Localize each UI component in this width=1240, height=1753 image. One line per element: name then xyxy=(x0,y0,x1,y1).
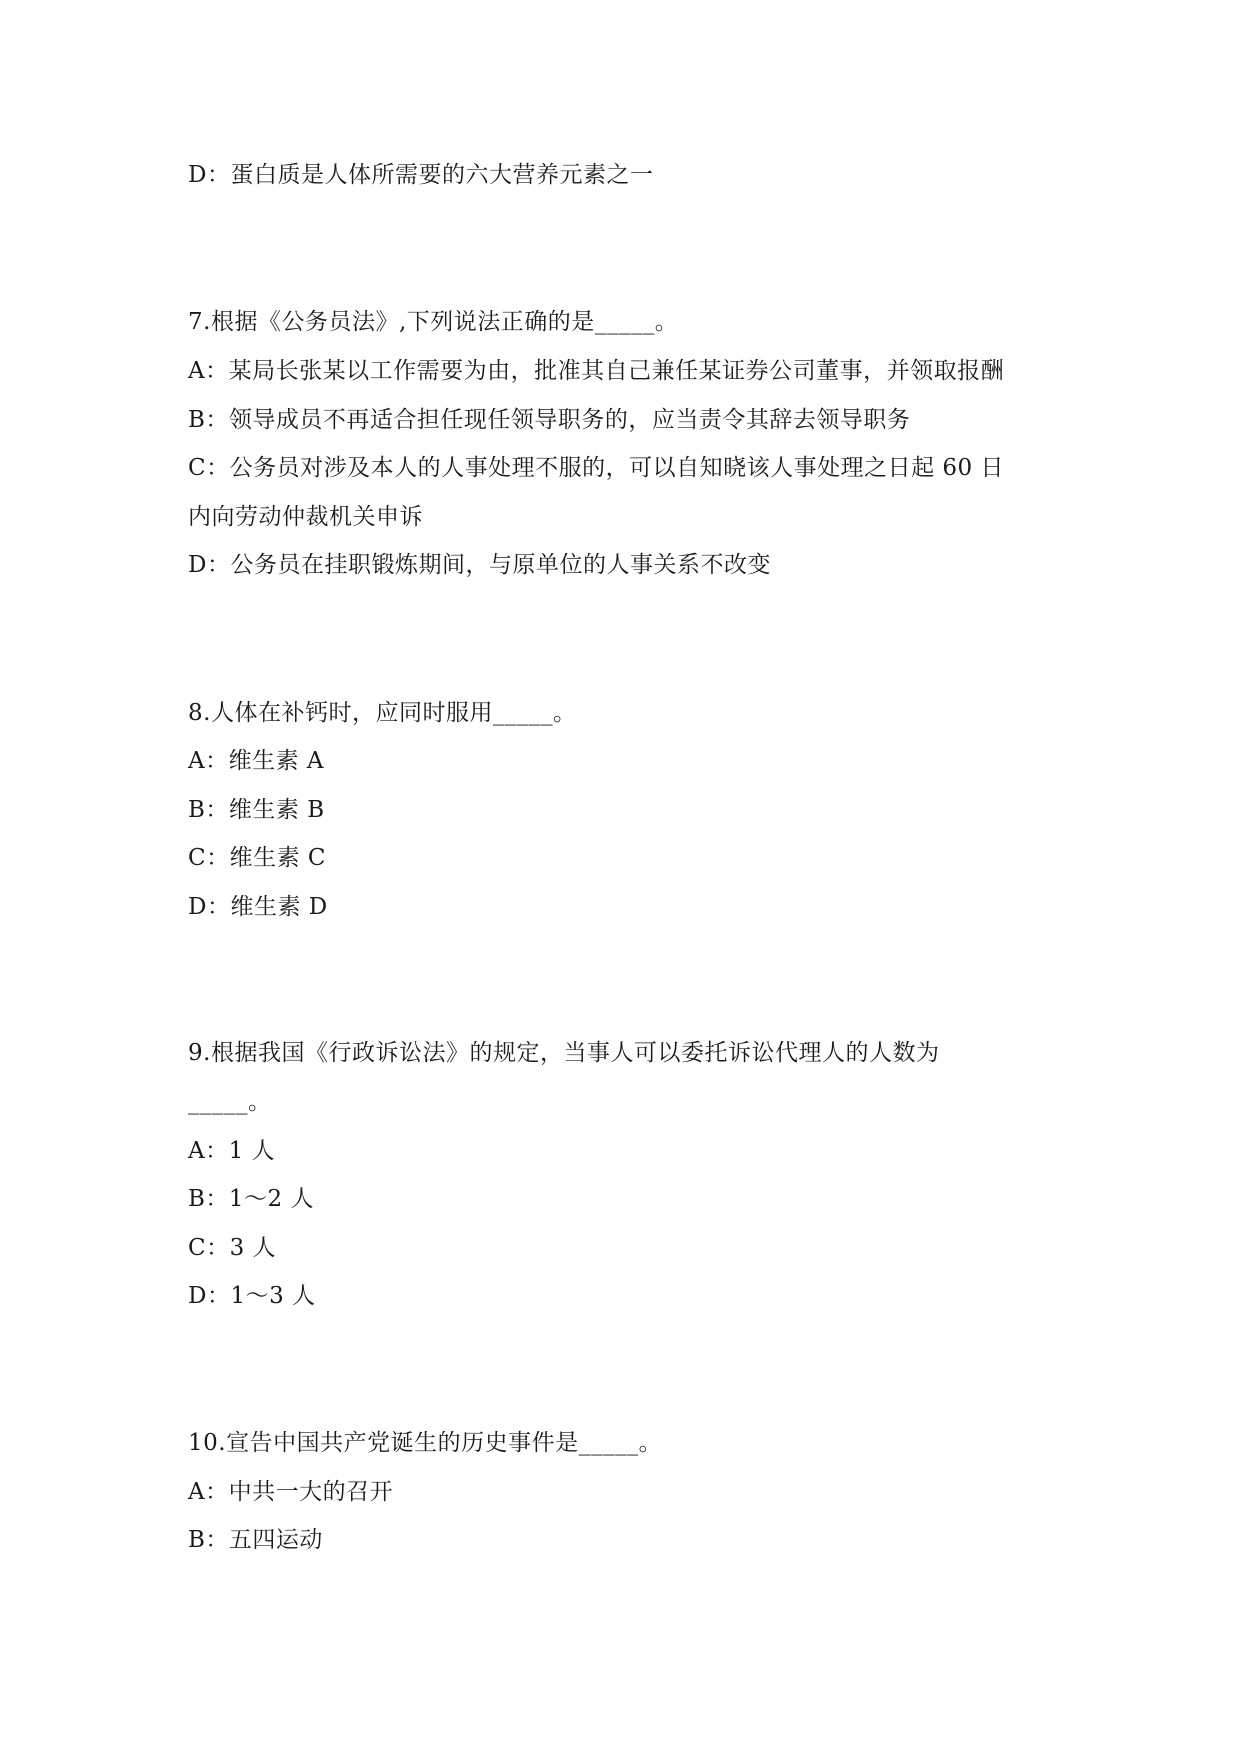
q8-option-b: B：维生素 B xyxy=(188,797,325,823)
q8-option-d: D：维生素 D xyxy=(188,894,328,920)
q9-option-d: D：1～3 人 xyxy=(188,1283,316,1309)
q6-option-d: D：蛋白质是人体所需要的六大营养元素之一 xyxy=(188,162,654,188)
q7-option-d: D：公务员在挂职锻炼期间，与原单位的人事关系不改变 xyxy=(188,552,771,578)
q9-option-c: C：3 人 xyxy=(188,1235,277,1261)
q10-option-a: A：中共一大的召开 xyxy=(188,1479,394,1505)
q7-question: 7.根据《公务员法》,下列说法正确的是_____。 xyxy=(188,309,679,335)
q7-option-c-cont: 内向劳动仲裁机关申诉 xyxy=(188,504,423,530)
q7-option-a: A：某局长张某以工作需要为由，批准其自己兼任某证券公司董事，并领取报酬 xyxy=(188,358,1005,384)
q9-option-b: B：1～2 人 xyxy=(188,1186,314,1212)
q9-question-cont: _____。 xyxy=(188,1089,272,1115)
q10-question: 10.宣告中国共产党诞生的历史事件是_____。 xyxy=(188,1430,663,1456)
q8-option-c: C：维生素 C xyxy=(188,845,327,871)
q7-option-c: C：公务员对涉及本人的人事处理不服的，可以自知晓该人事处理之日起 60 日 xyxy=(188,455,1004,481)
q7-option-b: B：领导成员不再适合担任现任领导职务的，应当责令其辞去领导职务 xyxy=(188,407,911,433)
q8-option-a: A：维生素 A xyxy=(188,748,325,774)
q9-option-a: A：1 人 xyxy=(188,1138,276,1164)
q10-option-b: B：五四运动 xyxy=(188,1527,323,1553)
q9-question: 9.根据我国《行政诉讼法》的规定，当事人可以委托诉讼代理人的人数为 xyxy=(188,1040,940,1066)
q8-question: 8.人体在补钙时，应同时服用_____。 xyxy=(188,700,577,726)
